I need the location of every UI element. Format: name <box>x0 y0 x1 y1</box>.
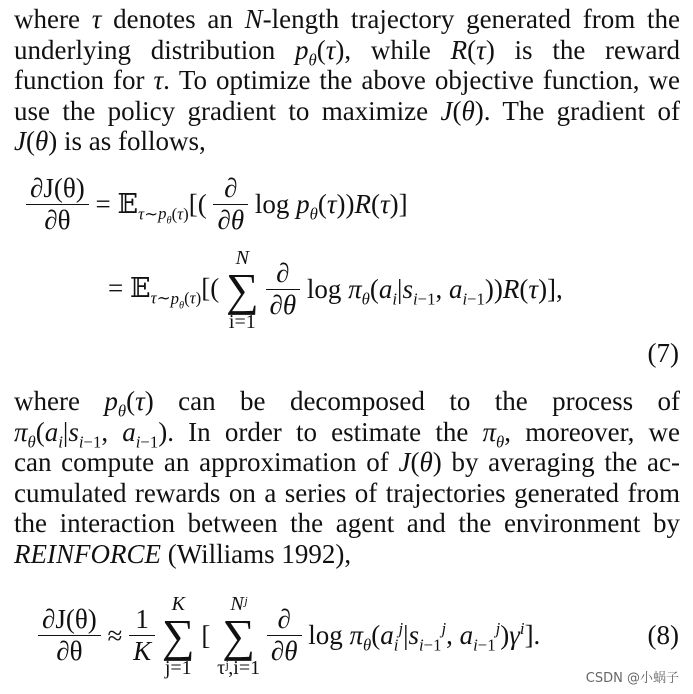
para1-line-4: use the policy gradient to maximize J(θ). The gradient of <box>14 95 680 126</box>
eq8-sum1-lower: j=1 <box>164 656 192 679</box>
eq8-sum2-upper: Nʲ <box>230 593 247 615</box>
eq8-summation-outer: K ∑ j=1 <box>161 593 195 679</box>
eq7-partial-fraction-1: $\frac{\partial}{\partial\theta}$ <box>213 174 248 236</box>
equation-7-number: (7) <box>647 338 679 368</box>
eq8-approx: ≈ <box>107 620 123 651</box>
eq7-lhs-denominator: ∂θ <box>44 204 71 235</box>
para1-line-3: function for τ. To optimize the above objective function, we <box>14 65 681 95</box>
equation-7-line-2: = 𝔼$_{\tau\sim p_\theta(\tau)}$[( N ∑ i=1 $\frac{\partial}{\partial\theta}$ $\log \pi_\theta(a_i|s_{i-1}$, $a_{i-1}))R(\tau)$], <box>108 247 563 333</box>
para2-line-3: can compute an approximation of J(θ) by averaging the ac- <box>14 447 680 477</box>
eq8-sum1-upper: K <box>171 593 185 615</box>
eq8-coef-num: 1 <box>129 605 155 636</box>
eq8-partial-fraction: $\frac{\partial}{\partial\theta}$ <box>267 605 302 667</box>
equation-8-number: (8) <box>647 620 679 650</box>
para1-line-1: where τ denotes an N-length trajectory generated from the <box>14 4 680 34</box>
eq7-partial-fraction-2: $\frac{\partial}{\partial\theta}$ <box>266 259 301 321</box>
eq8-lhs-denominator: ∂θ <box>56 635 83 666</box>
para2-line-1: where $p_\theta(\tau)$ can be decomposed to the process of <box>14 386 680 421</box>
eq8-sum2-lower: τʲ,i=1 <box>217 656 261 679</box>
eq8-body: $\log \pi_\theta(a_i^j|s_{i-1}^j$, $a_{i-1}^j)\gamma^i$]. <box>308 619 541 655</box>
para2-line-6: REINFORCE (Williams 1992), <box>14 538 352 569</box>
eq8-lhs-numerator: ∂J(θ) <box>38 605 101 636</box>
para1-line-5: J(θ) is as follows, <box>14 126 206 156</box>
csdn-watermark: CSDN @小蜗子 <box>585 671 679 686</box>
paragraph-1 <box>14 4 680 157</box>
eq8-coef-den: K <box>133 635 152 666</box>
eq7-lhs-fraction <box>26 174 89 236</box>
para2-line-5: the interaction between the agent and the environment by <box>14 508 680 538</box>
eq7-sum-upper: N <box>235 247 250 269</box>
equation-7-line-1: $\frac{\partial J(\theta)}{\partial\theta}$ = 𝔼$_{\tau\sim p_\theta(\tau)}$[( $\frac{\partial}{\partial\theta}$ $\log p_\theta(\tau))R(\tau)$] <box>26 174 408 236</box>
paragraph-2 <box>14 386 680 569</box>
eq7-summation: N ∑ i=1 <box>225 247 259 333</box>
eq8-lhs-fraction <box>38 605 101 667</box>
eq8-coefficient <box>129 605 155 667</box>
equation-8: $\frac{\partial J(\theta)}{\partial\theta}$ ≈ $\frac{1}{K}$ K ∑ j=1 [ Nʲ ∑ τʲ,i=1 $\frac{\partial}{\partial\theta}$ $\log \pi_\theta(a_i^j|s_{i-1}^j$, $a_{i-1}^j)\gamma^i$]. <box>38 594 540 678</box>
eq7-lhs-numerator: ∂J(θ) <box>26 174 89 205</box>
eq8-summation-inner: Nʲ ∑ τʲ,i=1 <box>217 593 261 679</box>
eq7-sum-lower: i=1 <box>228 310 256 333</box>
para2-line-2: $\pi_\theta(a_i|s_{i-1}$, $a_{i-1}$). In order to estimate the $\pi_\theta$, moreover, we <box>14 416 680 451</box>
para1-line-2: underlying distribution $p_\theta(\tau)$, while R(τ) is the reward <box>14 34 681 69</box>
para2-line-4: cumulated rewards on a series of trajectories generated from <box>14 477 680 508</box>
